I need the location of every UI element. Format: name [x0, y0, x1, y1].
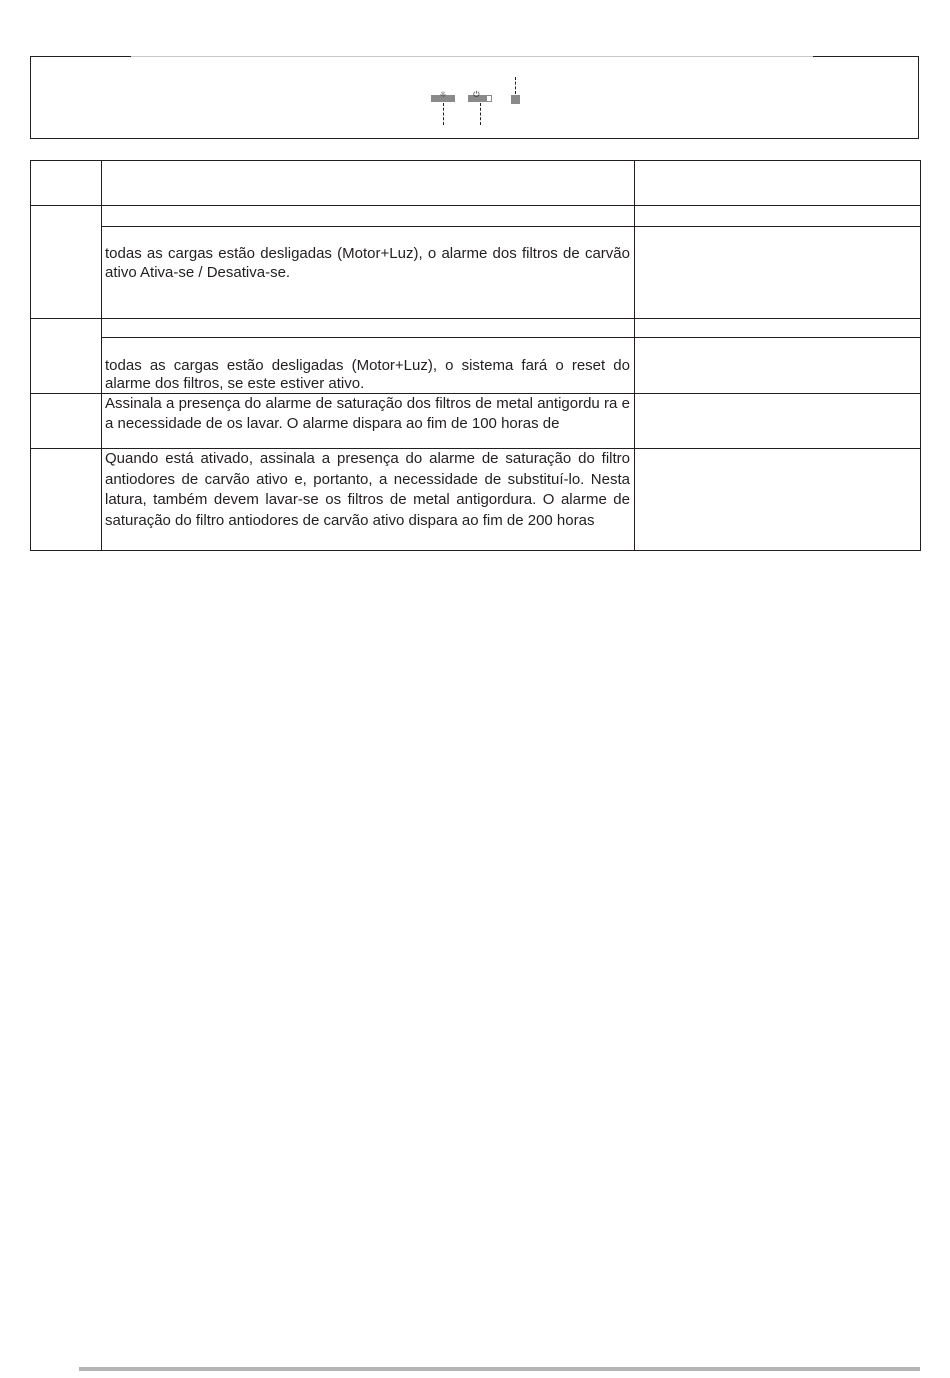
description-cell	[102, 394, 635, 449]
functions-table	[30, 160, 921, 551]
header-cell-notes	[635, 161, 921, 206]
table-row	[31, 227, 921, 319]
description-cell	[102, 449, 635, 551]
power-leader-line	[480, 103, 481, 125]
header-cell-key	[31, 161, 102, 206]
notes-cell	[635, 394, 921, 449]
notes-cell	[635, 449, 921, 551]
table-row	[31, 449, 921, 551]
light-button[interactable]	[431, 90, 455, 102]
power-icon: ⏻	[473, 90, 480, 99]
control-panel-diagram	[30, 56, 919, 139]
table-row	[31, 394, 921, 449]
panel-top-divider	[131, 56, 813, 57]
header-cell-function	[102, 161, 635, 206]
key-cell	[31, 206, 102, 319]
description-text	[102, 319, 634, 321]
table-row	[31, 319, 921, 338]
notes-cell	[635, 338, 921, 394]
description-cell	[102, 338, 635, 394]
description-cell	[102, 206, 635, 227]
description-cell	[102, 227, 635, 319]
description-text: todas as cargas estão desligadas (Motor+Luz), o alarme dos filtros de carvão ativo Ativa-se / Desativa-se.	[105, 245, 630, 281]
sun-icon: ☼	[439, 90, 447, 99]
power-indicator	[486, 95, 492, 102]
notes-cell	[635, 227, 921, 319]
key-cell	[31, 394, 102, 449]
description-text: Quando está ativado, assinala a presença do alarme de saturação do filtro antiodores de carvão ativo e, portanto, a necessidade de substituí-lo. Nesta latura, também devem lavar-se os filtros de metal antigordura. O alarme de saturação do filtro antiodores de carvão ativo dispara ao fim de 200 horas	[105, 450, 630, 529]
notes-cell	[635, 206, 921, 227]
table-row	[31, 338, 921, 394]
description-cell	[102, 319, 635, 338]
light-leader-line	[443, 103, 444, 125]
footer-rule	[79, 1367, 920, 1371]
description-text: Assinala a presença do alarme de saturação dos filtros de metal antigordu ra e a necessidade de os lavar. O alarme dispara ao fim de 100 horas de	[105, 395, 630, 432]
filter-alarm-icon[interactable]	[511, 95, 520, 104]
description-text: todas as cargas estão desligadas (Motor+Luz), o sistema fará o reset do alarme dos filtros, se este estiver ativo.	[105, 357, 630, 392]
filter-leader-line	[515, 77, 516, 94]
key-cell	[31, 319, 102, 394]
power-button[interactable]	[468, 90, 492, 102]
notes-cell	[635, 319, 921, 338]
key-cell	[31, 449, 102, 551]
description-text	[102, 206, 634, 208]
table-header-row	[31, 161, 921, 206]
table-row	[31, 206, 921, 227]
